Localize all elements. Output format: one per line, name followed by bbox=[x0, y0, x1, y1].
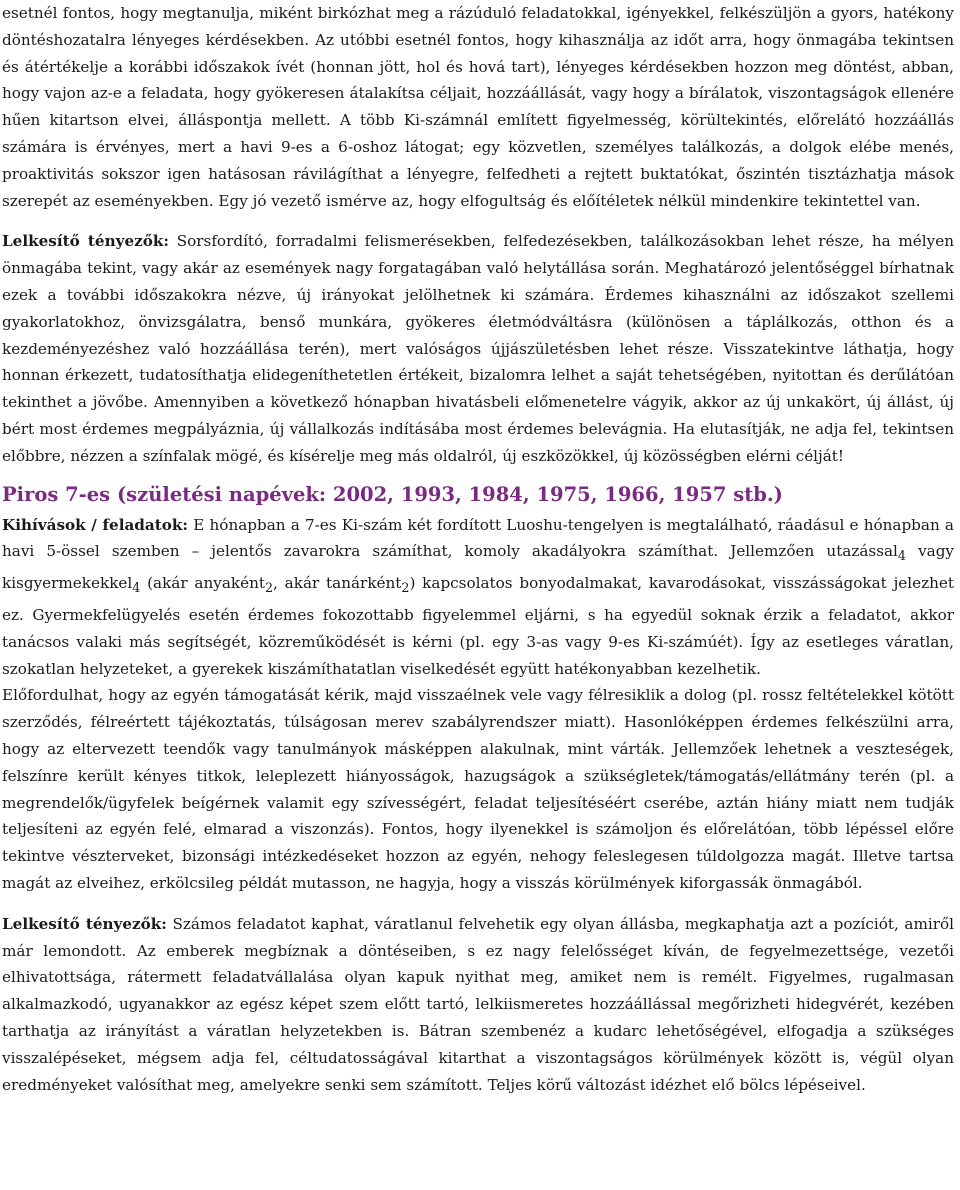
challenges-text-5: ) kapcsolatos bonyodalmakat, kavarodásokat, visszásságokat jelezhet ez. Gyermekfelügyelés esetén érdemes fokozottabb figyelemmel eljárni, s ha egyedül soknak érzik a feladatot, akkor tanácsos valaki más segítségét, közreműködését is kérni (pl. egy 3-as vagy 9-es Ki-számúét). Így az esetleges váratlan, szokatlan helyzeteket, a gyerekek kiszámíthatatlan viselkedését együtt hatékonyabban kezelhetik. bbox=[2, 574, 955, 678]
challenges-text-1: E hónapban a 7-es Ki-szám két fordított Luoshu-tengelyen is megtalálható, ráadásul e hónapban a havi 5-össel szemben – jelentős zavarokra számíthat, komoly akadályokra számíthat. Jellemzően utazással bbox=[2, 515, 954, 561]
encouraging-factors-label-2: Lelkesítő tényezők: bbox=[2, 914, 167, 933]
encouraging-factors-paragraph-2 bbox=[2, 911, 954, 1099]
challenges-text-3: (akár anyaként bbox=[140, 574, 265, 593]
subscript: 2 bbox=[401, 580, 410, 596]
encouraging-factors-paragraph bbox=[2, 228, 954, 469]
paragraph-gap bbox=[2, 897, 954, 911]
subscript: 4 bbox=[897, 548, 906, 564]
paragraph-gap bbox=[2, 214, 954, 228]
intro-paragraph: esetnél fontos, hogy megtanulja, miként birkózhat meg a rázúduló feladatokkal, igényekkel, felkészüljön a gyors, hatékony döntéshozatalra lényeges kérdésekben. Az utóbbi esetnél fontos, hogy kihasználja az időt arra, hogy önmagába tekintsen és átértékelje a korábbi időszakok ívét (honnan jött, hol és hová tart), lényeges kérdésekben hozzon meg döntést, abban, hogy vajon az-e a feladata, hogy gyökeresen átalakítsa céljait, hozzáállását, vagy hogy a bírálatok, viszontagságok ellenére hűen kitartson elvei, álláspontja mellett. A több Ki-számnál említett figyelmesség, körültekintés, előrelátó hozzáállás számára is érvényes, mert a havi 9-es a 6-oshoz látogat; egy közvetlen, személyes találkozás, a dolgok elébe menés, proaktivitás sokszor igen hatásosan rávilágíthat a lényegre, felfedheti a rejtett buktatókat, őszintén tisztázhatja mások szerepét az eseményekben. Egy jó vezető ismérve az, hogy elfogultság és előítéletek nélkül mindenkire tekintettel van. bbox=[2, 4, 954, 210]
encouraging-factors-text: Sorsfordító, forradalmi felismerésekben, felfedezésekben, találkozásokban lehet része, ha mélyen önmagába tekint, vagy akár az események nagy forgatagában való helytállása során. Meghatározó jelentőséggel bírhatnak ezek a további időszakokra nézve, új irányokat jelölhetnek ki számára. Érdemes kihasználni az időszakot szellemi gyakorlatokhoz, önvizsgálatra, benső munkára, gyökeres életmódváltásra (különösen a táplálkozás, otthon és a kezdeményezéshez való hozzáállása terén), mert valóságos újjászületésben lehet része. Visszatekintve láthatja, hogy honnan érkezett, tudatosíthatja elidegeníthetetlen értékeit, bizalomra lelhet a saját tehetségében, nyitottan és derűlátóan tekinthet a jövőbe. Amennyiben a következő hónapban hivatásbeli előmenetelre vágyik, akkor az új unkakört, új állást, új bért most érdemes megpályáznia, új vállalkozás indításába most érdemes belevágnia. Ha elutasítják, ne adja fel, tekintsen előbbre, nézzen a színfalak mögé, és kísérelje meg más oldalról, új eszközökkel, új közösségben elérni célját! bbox=[2, 232, 954, 465]
subscript: 4 bbox=[132, 580, 141, 596]
section-heading: Piros 7-es (születési napévek: 2002, 1993, 1984, 1975, 1966, 1957 stb.) bbox=[2, 482, 783, 506]
encouraging-factors-label: Lelkesítő tényezők: bbox=[2, 232, 170, 251]
challenges-label: Kihívások / feladatok: bbox=[2, 515, 189, 534]
challenges-paragraph bbox=[2, 512, 954, 683]
challenges-text-4: , akár tanárként bbox=[273, 574, 402, 593]
encouraging-factors-text-2: Számos feladatot kaphat, váratlanul felvehetik egy olyan állásba, megkaphatja azt a pozíciót, amiről már lemondott. Az emberek megbíznak a döntéseiben, s ez nagy felelősséget kíván, de fegyelmezettsége, vezetői elhivatottsága, rátermett feladatvállalása olyan kapuk nyithat meg, amiket nem is remélt. Figyelmes, rugalmasan alkalmazkodó, ugyanakkor az egész képet szem előtt tartó, lelkiismeretes hozzáállással megőrizheti hidegvérét, kezében tarthatja az irányítást a váratlan helyzetekben is. Bátran szembenéz a kudarc lehetőségével, elfogadja a szükséges visszalépéseket, mégsem adja fel, céltudatosságával kitarthat a viszontagságos körülmények között is, végül olyan eredményeket valósíthat meg, amelyekre senki sem számított. Teljes körű változást idézhet elő bölcs lépéseivel. bbox=[2, 914, 954, 1094]
body-paragraph: Előfordulhat, hogy az egyén támogatását kérik, majd visszaélnek vele vagy félresiklik a dolog (pl. rossz feltételekkel kötött szerződés, félreértett tájékoztatás, túlságosan merev szabályrendszer miatt). Hasonlóképpen érdemes felkészülni arra, hogy az eltervezett teendők vagy tanulmányok másképpen alakulnak, mint várták. Jellemzőek lehetnek a veszteségek, felszínre került kényes titkok, leleplezett hiányosságok, hazugságok a szükségletek/támogatás/ellátmány terén (pl. a megrendelők/ügyfelek beígérnek valamit egy szívességért, feladat teljesítéséért cserébe, aztán hiány miatt nem tudják teljesíteni az egyén felé, elmarad a viszonzás). Fontos, hogy ilyenekkel is számoljon és előrelátóan, több lépéssel előre tekintve vészterveket, bizonsági intézkedéseket hozzon az egyén, nehogy feleslegesen túldolgozza magát. Illetve tartsa magát az elveihez, erkölcsileg példát mutasson, ne hagyja, hogy a visszás körülmények kiforgassák önmagából. bbox=[2, 686, 954, 892]
heading-wrap bbox=[2, 470, 954, 512]
challenges-text-2: vagy kisgyermekekkel bbox=[2, 542, 955, 593]
subscript: 2 bbox=[264, 580, 274, 596]
